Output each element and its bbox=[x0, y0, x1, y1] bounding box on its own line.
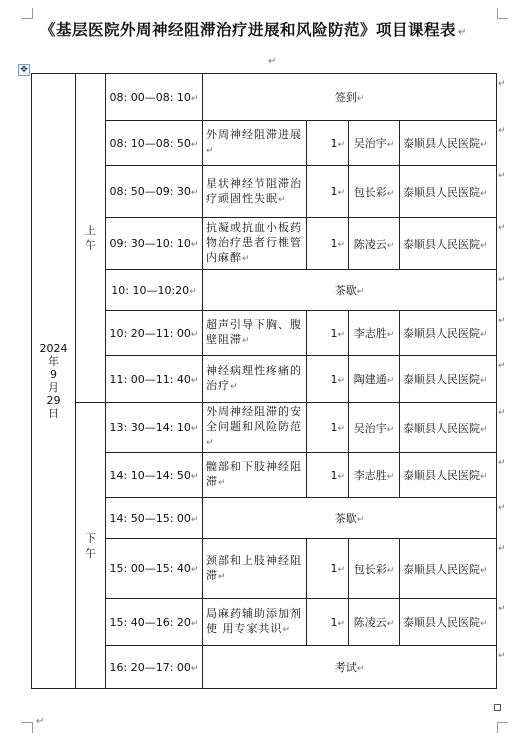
cell-mark: ↵ bbox=[282, 625, 292, 635]
hospital-name: 泰顺县人民医院 bbox=[403, 562, 480, 576]
break-label-cell[interactable] bbox=[203, 646, 497, 689]
teacher-name: 李志胜 bbox=[353, 327, 387, 340]
cell-mark: ↵ bbox=[190, 188, 199, 198]
time-cell[interactable] bbox=[106, 166, 203, 218]
time-cell[interactable] bbox=[106, 599, 203, 646]
teacher-name: 吴治宇 bbox=[353, 421, 387, 435]
cell-mark: ↵ bbox=[190, 329, 199, 340]
cell-mark: ↵ bbox=[480, 424, 488, 435]
topic-cell[interactable] bbox=[203, 356, 307, 403]
cell-mark: ↵ bbox=[190, 663, 199, 674]
break-label: 考试 bbox=[334, 661, 357, 674]
period-label: 下 bbox=[85, 531, 96, 545]
topic-cell[interactable] bbox=[203, 599, 307, 646]
date-line: 2024 bbox=[39, 342, 68, 355]
time-range: 08: 50—09: 30 bbox=[109, 185, 191, 198]
teacher-name: 陈凌云 bbox=[353, 237, 387, 251]
document-title bbox=[40, 18, 510, 40]
time-cell[interactable] bbox=[106, 270, 203, 311]
break-label: 茶歇 bbox=[334, 284, 357, 297]
topic-text: 神经病理性疼痛的治疗 bbox=[206, 364, 302, 392]
time-range: 08: 00—08: 10 bbox=[109, 90, 191, 104]
hospital-cell[interactable] bbox=[400, 599, 497, 646]
table-resize-handle[interactable] bbox=[494, 704, 501, 711]
hours-cell[interactable] bbox=[307, 311, 349, 356]
hospital-name: 泰顺县人民医院 bbox=[403, 373, 480, 386]
hours-value: 1 bbox=[330, 372, 338, 386]
paragraph-mark: ↵ bbox=[458, 27, 467, 38]
time-cell[interactable] bbox=[106, 311, 203, 356]
schedule-break-row bbox=[32, 74, 497, 121]
date-line: 年 bbox=[48, 355, 59, 368]
cell-mark: ↵ bbox=[356, 287, 365, 297]
cell-mark: ↵ bbox=[190, 424, 199, 434]
topic-text: 星状神经节阻滞治疗顽固性失眠 bbox=[206, 176, 302, 205]
teacher-name: 陈凌云 bbox=[353, 616, 387, 629]
row-end-mark: ↵ bbox=[498, 79, 506, 89]
time-range: 10: 20—11: 00 bbox=[109, 326, 191, 340]
cell-mark: ↵ bbox=[337, 329, 345, 340]
cell-mark: ↵ bbox=[356, 664, 365, 674]
cell-mark: ↵ bbox=[218, 571, 227, 582]
hours-value: 1 bbox=[330, 421, 338, 434]
hospital-name: 泰顺县人民医院 bbox=[403, 237, 480, 251]
row-end-mark: ↵ bbox=[498, 544, 506, 554]
cell-mark: ↵ bbox=[356, 94, 365, 104]
period-label: 午 bbox=[85, 239, 96, 252]
cell-mark: ↵ bbox=[386, 330, 395, 340]
row-end-mark: ↵ bbox=[498, 408, 506, 418]
time-range: 11: 00—11: 40 bbox=[109, 372, 191, 386]
break-label: 签到 bbox=[334, 91, 357, 104]
hours-cell[interactable] bbox=[307, 599, 349, 646]
hours-cell[interactable] bbox=[307, 403, 349, 453]
hours-cell[interactable] bbox=[307, 121, 349, 166]
cell-mark: ↵ bbox=[337, 618, 345, 629]
time-range: 09: 30—10: 10 bbox=[109, 237, 191, 250]
cell-mark: ↵ bbox=[386, 565, 395, 576]
hospital-cell[interactable] bbox=[400, 539, 497, 599]
cell-mark: ↵ bbox=[337, 240, 345, 250]
teacher-cell[interactable] bbox=[349, 403, 400, 453]
teacher-cell[interactable] bbox=[349, 218, 400, 270]
cell-mark: ↵ bbox=[242, 336, 251, 346]
topic-cell[interactable] bbox=[203, 539, 307, 599]
teacher-name: 包长彩 bbox=[353, 185, 387, 199]
topic-text: 抗凝或抗血小板药物治疗患者行椎管内麻醉 bbox=[206, 221, 302, 264]
cell-mark: ↵ bbox=[480, 240, 488, 251]
cell-mark: ↵ bbox=[386, 472, 395, 482]
period-morning-cell[interactable] bbox=[76, 74, 106, 403]
cell-mark: ↵ bbox=[278, 194, 287, 205]
schedule-table bbox=[31, 73, 497, 689]
date-line: 日 bbox=[48, 407, 59, 420]
time-cell[interactable] bbox=[106, 539, 203, 599]
cell-mark: ↵ bbox=[218, 478, 227, 488]
paragraph-mark: ↵ bbox=[268, 56, 277, 67]
period-afternoon-cell[interactable] bbox=[76, 403, 106, 689]
cell-mark: ↵ bbox=[337, 471, 345, 482]
teacher-cell[interactable] bbox=[349, 356, 400, 403]
hours-cell[interactable] bbox=[307, 356, 349, 403]
cell-mark: ↵ bbox=[480, 619, 488, 629]
time-cell[interactable] bbox=[106, 218, 203, 270]
cell-mark: ↵ bbox=[190, 139, 199, 150]
hospital-name: 泰顺县人民医院 bbox=[403, 616, 480, 629]
hours-value: 1 bbox=[330, 237, 338, 250]
period-label: 上 bbox=[85, 224, 96, 237]
teacher-cell[interactable] bbox=[349, 453, 400, 498]
cell-mark: ↵ bbox=[337, 424, 345, 434]
hospital-name: 泰顺县人民医院 bbox=[403, 137, 480, 150]
teacher-name: 李志胜 bbox=[353, 469, 387, 482]
hospital-name: 泰顺县人民医院 bbox=[403, 327, 480, 340]
teacher-name: 包长彩 bbox=[353, 562, 387, 576]
row-end-mark: ↵ bbox=[498, 126, 506, 136]
row-end-mark: ↵ bbox=[498, 316, 506, 326]
time-cell[interactable] bbox=[106, 403, 203, 453]
break-label: 茶歇 bbox=[334, 512, 357, 525]
cell-mark: ↵ bbox=[480, 330, 488, 340]
topic-text: 外周神经阻滞进展 bbox=[206, 128, 302, 141]
hours-value: 1 bbox=[330, 136, 338, 150]
hospital-cell[interactable] bbox=[400, 311, 497, 356]
cell-mark: ↵ bbox=[337, 139, 345, 150]
cell-mark: ↵ bbox=[190, 93, 199, 104]
row-end-mark: ↵ bbox=[498, 503, 506, 513]
topic-text: 外周神经阻滞的安全问题和风险防范 bbox=[206, 405, 302, 433]
break-label-cell[interactable] bbox=[203, 498, 497, 539]
cell-mark: ↵ bbox=[356, 515, 365, 525]
hours-value: 1 bbox=[330, 562, 338, 575]
hospital-cell[interactable] bbox=[400, 403, 497, 453]
topic-cell[interactable] bbox=[203, 311, 307, 356]
row-end-mark: ↵ bbox=[498, 275, 506, 285]
topic-cell[interactable] bbox=[203, 403, 307, 453]
hospital-cell[interactable] bbox=[400, 218, 497, 270]
title-text: 《基层医院外周神经阻滞治疗进展和风险防范》项目课程表 bbox=[40, 21, 457, 39]
cell-mark: ↵ bbox=[386, 240, 395, 251]
teacher-cell[interactable] bbox=[349, 311, 400, 356]
period-label: 午 bbox=[85, 546, 96, 560]
hours-cell[interactable] bbox=[307, 539, 349, 599]
time-cell[interactable] bbox=[106, 498, 203, 539]
cell-mark: ↵ bbox=[386, 619, 395, 629]
cell-mark: ↵ bbox=[337, 375, 345, 386]
cell-mark: ↵ bbox=[480, 565, 488, 576]
hours-cell[interactable] bbox=[307, 453, 349, 498]
hospital-cell[interactable] bbox=[400, 453, 497, 498]
cell-mark: ↵ bbox=[206, 146, 215, 156]
cell-mark: ↵ bbox=[386, 376, 395, 386]
time-range: 13: 30—14: 10 bbox=[109, 421, 191, 434]
cell-mark: ↵ bbox=[337, 565, 345, 575]
hospital-cell[interactable] bbox=[400, 121, 497, 166]
cell-mark: ↵ bbox=[337, 188, 345, 198]
cell-mark: ↵ bbox=[480, 472, 488, 482]
time-range: 15: 00—15: 40 bbox=[109, 562, 191, 575]
topic-cell[interactable] bbox=[203, 166, 307, 218]
hours-value: 1 bbox=[330, 185, 338, 198]
date-line: 29 bbox=[46, 394, 61, 407]
time-range: 08: 10—08: 50 bbox=[109, 136, 191, 150]
time-cell[interactable] bbox=[106, 646, 203, 689]
cell-mark: ↵ bbox=[480, 188, 488, 199]
cell-mark: ↵ bbox=[386, 424, 395, 435]
hours-cell[interactable] bbox=[307, 218, 349, 270]
date-line: 9 bbox=[50, 368, 57, 381]
cell-mark: ↵ bbox=[190, 240, 199, 250]
cell-mark: ↵ bbox=[386, 188, 395, 199]
time-cell[interactable] bbox=[106, 74, 203, 121]
time-range: 16: 20—17: 00 bbox=[109, 660, 191, 674]
schedule-row bbox=[32, 403, 497, 453]
topic-cell[interactable] bbox=[203, 121, 307, 166]
break-label-cell[interactable] bbox=[203, 74, 497, 121]
cell-mark: ↵ bbox=[242, 254, 251, 264]
hours-value: 1 bbox=[330, 615, 338, 629]
date-line: 月 bbox=[48, 381, 59, 394]
teacher-name: 吴治宇 bbox=[353, 137, 387, 150]
hours-value: 1 bbox=[330, 326, 338, 340]
cell-mark: ↵ bbox=[190, 565, 199, 575]
topic-cell[interactable] bbox=[203, 453, 307, 498]
hospital-cell[interactable] bbox=[400, 166, 497, 218]
topic-text: 局麻药辅助添加剂使 用专家共识 bbox=[206, 607, 302, 635]
row-end-mark: ↵ bbox=[498, 604, 506, 614]
cell-mark: ↵ bbox=[206, 438, 215, 448]
cell-mark: ↵ bbox=[386, 140, 395, 150]
cell-mark: ↵ bbox=[480, 140, 488, 150]
cell-mark: ↵ bbox=[189, 286, 197, 297]
time-range: 14: 50—15: 00 bbox=[109, 511, 191, 525]
cell-mark: ↵ bbox=[190, 618, 199, 629]
teacher-name: 陶建通 bbox=[353, 373, 387, 386]
teacher-cell[interactable] bbox=[349, 539, 400, 599]
hospital-name: 泰顺县人民医院 bbox=[403, 185, 480, 199]
time-range: 10: 10—10:20 bbox=[111, 283, 190, 297]
cell-mark: ↵ bbox=[190, 514, 199, 525]
cell-mark: ↵ bbox=[480, 376, 488, 386]
crop-mark-bottom-right bbox=[497, 722, 508, 733]
time-range: 15: 40—16: 20 bbox=[109, 615, 191, 629]
row-end-mark: ↵ bbox=[498, 171, 506, 181]
topic-text: 髋部和下肢神经阻滞 bbox=[206, 460, 302, 488]
topic-text: 超声引导下胸、腹壁阻滞 bbox=[206, 318, 302, 346]
hours-cell[interactable] bbox=[307, 166, 349, 218]
hours-value: 1 bbox=[330, 468, 338, 482]
teacher-cell[interactable] bbox=[349, 121, 400, 166]
hospital-cell[interactable] bbox=[400, 356, 497, 403]
time-range: 14: 10—14: 50 bbox=[109, 468, 191, 482]
teacher-cell[interactable] bbox=[349, 166, 400, 218]
teacher-cell[interactable] bbox=[349, 599, 400, 646]
hospital-name: 泰顺县人民医院 bbox=[403, 421, 480, 435]
cell-mark: ↵ bbox=[190, 375, 199, 386]
cell-mark: ↵ bbox=[230, 382, 239, 392]
crop-mark-top-left bbox=[22, 8, 33, 19]
time-cell[interactable] bbox=[106, 356, 203, 403]
row-end-mark: ↵ bbox=[498, 458, 506, 468]
row-end-mark: ↵ bbox=[498, 223, 506, 233]
row-end-mark: ↵ bbox=[498, 651, 506, 661]
time-cell[interactable] bbox=[106, 453, 203, 498]
cell-mark: ↵ bbox=[190, 471, 199, 482]
row-end-mark: ↵ bbox=[498, 361, 506, 371]
time-cell[interactable] bbox=[106, 121, 203, 166]
crop-mark-bottom-left bbox=[22, 722, 33, 733]
topic-cell[interactable] bbox=[203, 218, 307, 270]
table-move-handle-icon[interactable]: ✥ bbox=[18, 64, 30, 76]
hospital-name: 泰顺县人民医院 bbox=[403, 469, 480, 482]
topic-text: 颈部和上肢神经阻滞 bbox=[206, 553, 302, 582]
date-cell[interactable] bbox=[32, 74, 76, 689]
paragraph-mark: ↵ bbox=[36, 716, 45, 727]
break-label-cell[interactable] bbox=[203, 270, 497, 311]
